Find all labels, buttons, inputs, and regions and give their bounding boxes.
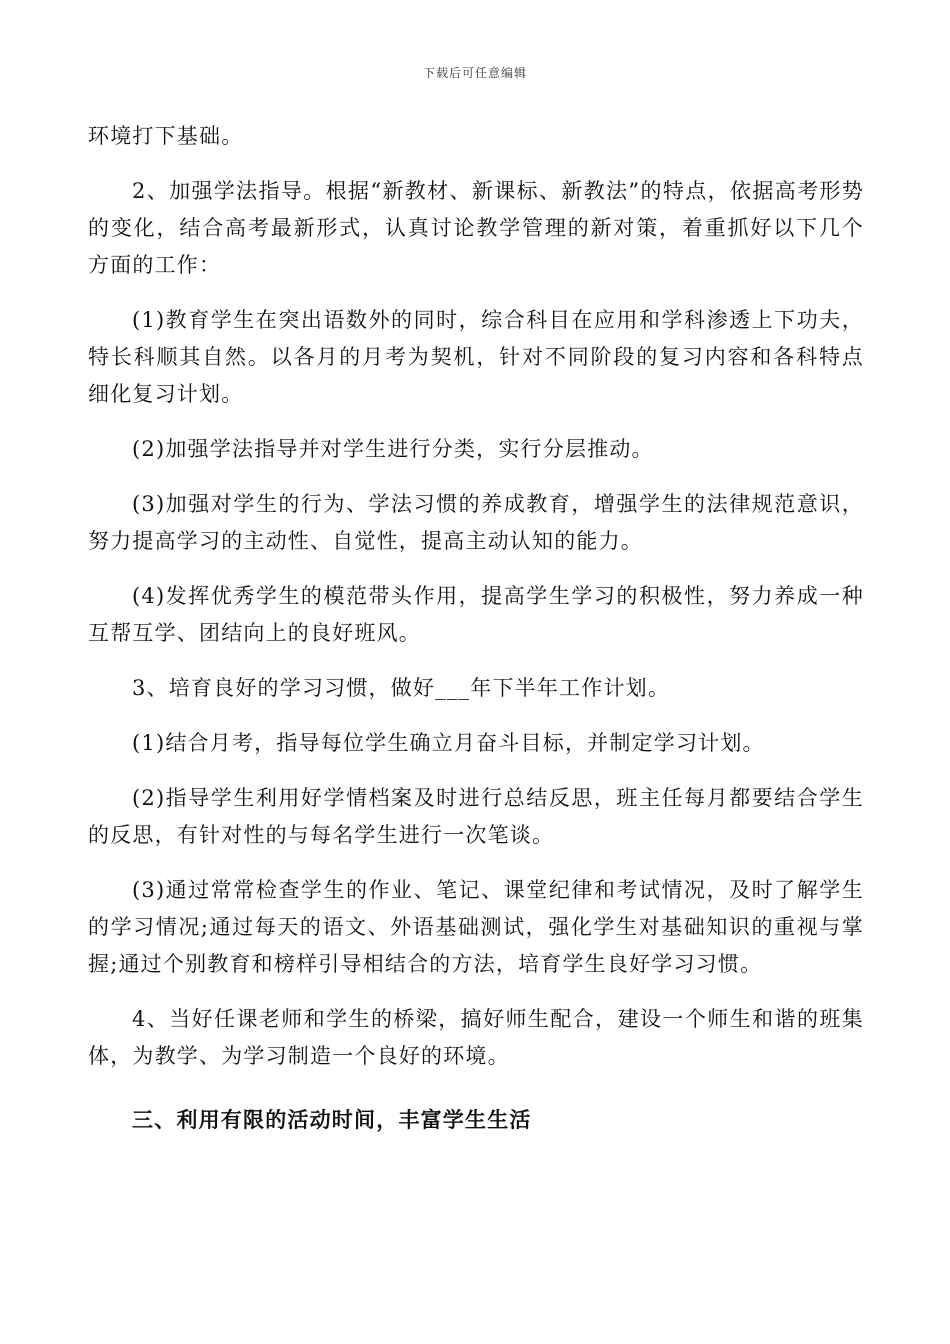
- paragraph-item-4: 4、当好任课老师和学生的桥梁，搞好师生配合，建设一个师生和谐的班集体，为教学、为学习制造一个良好的环境。: [88, 1007, 864, 1068]
- paragraph-subitem-3: (3)加强对学生的行为、学法习惯的养成教育，增强学生的法律规范意识，努力提高学习的主动性、自觉性，提高主动认知的能力。: [88, 492, 864, 553]
- paragraph-subitem-2: (2)加强学法指导并对学生进行分类，实行分层推动。: [132, 437, 654, 461]
- header-note: 下载后可任意编辑: [422, 66, 527, 80]
- paragraph-subitem-4: (4)发挥优秀学生的模范带头作用，提高学生学习的积极性，努力养成一种互帮互学、团结向上的良好班风。: [88, 584, 864, 645]
- paragraph-subitem-3b: (3)通过常常检查学生的作业、笔记、课堂纪律和考试情况，及时了解学生的学习情况;通过每天的语文、外语基础测试，强化学生对基础知识的重视与掌握;通过个别教育和榜样引导相结合的方法，培育学生良好学习习惯。: [88, 878, 864, 976]
- paragraph-subitem-1b: (1)结合月考，指导每位学生确立月奋斗目标，并制定学习计划。: [132, 731, 765, 755]
- paragraph-subitem-2b: (2)指导学生利用好学情档案及时进行总结反思，班主任每月都要结合学生的反思，有针对性的与每名学生进行一次笔谈。: [88, 786, 864, 847]
- paragraph-subitem-1: (1)教育学生在突出语数外的同时，综合科目在应用和学科渗透上下功夫，特长科顺其自然。以各月的月考为契机，针对不同阶段的复习内容和各科特点细化复习计划。: [88, 308, 864, 406]
- paragraph-item-3: 3、培育良好的学习习惯，做好___年下半年工作计划。: [132, 676, 671, 700]
- document-body: [88, 118, 864, 1138]
- paragraph-continuation: 环境打下基础。: [88, 124, 244, 148]
- paragraph-item-2: 2、加强学法指导。根据“新教材、新课标、新教法”的特点，依据高考形势的变化，结合高考最新形式，认真讨论教学管理的新对策，着重抓好以下几个方面的工作：: [88, 179, 864, 277]
- section-heading: 三、利用有限的活动时间，丰富学生生活: [132, 1107, 532, 1132]
